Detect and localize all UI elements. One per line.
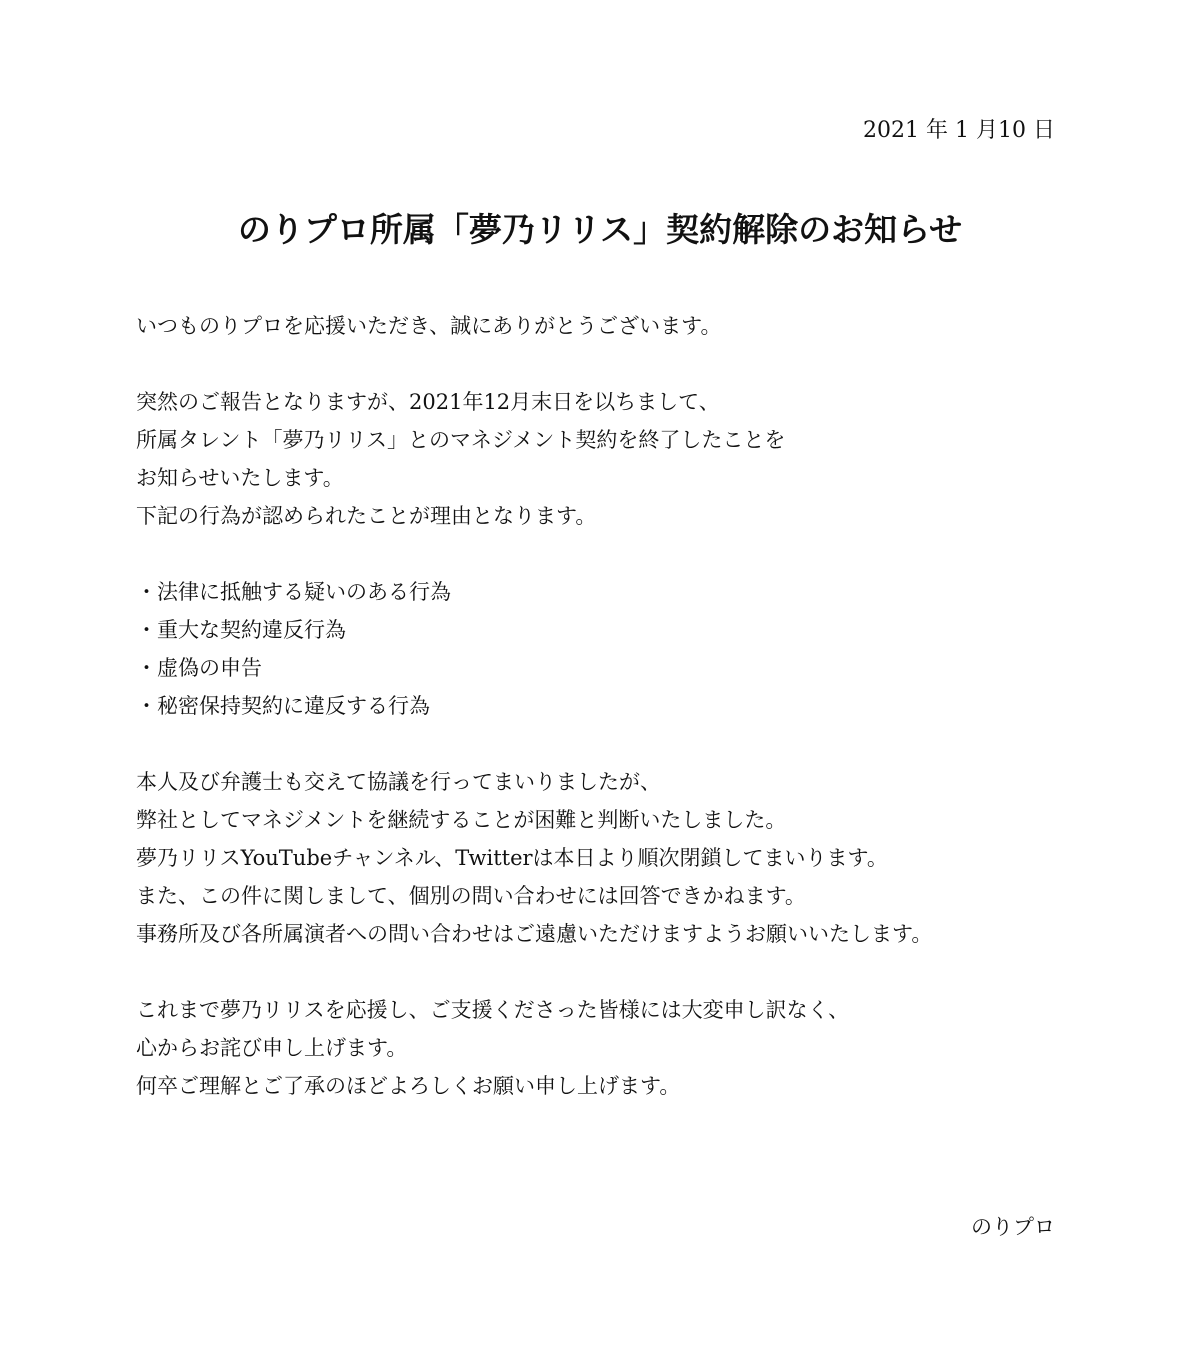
announcement-line: お知らせいたします。 <box>136 466 344 490</box>
details-paragraph <box>136 763 1076 953</box>
details-line: また、この件に関しまして、個別の問い合わせには回答できかねます。 <box>136 884 806 908</box>
details-line: 夢乃リリスYouTubeチャンネル、Twitterは本日より順次閉鎖してまいります。 <box>136 846 888 870</box>
details-line: 本人及び弁護士も交えて協議を行ってまいりましたが、 <box>136 770 661 794</box>
details-line: 事務所及び各所属演者への問い合わせはご遠慮いただけますようお願いいたします。 <box>136 922 933 946</box>
notice-date: 2021 年 1 月10 日 <box>863 118 1055 143</box>
reasons-list <box>136 573 1076 725</box>
closing-line: これまで夢乃リリスを応援し、ご支援くださった皆様には大変申し訳なく、 <box>136 998 850 1022</box>
announcement-line: 下記の行為が認められたことが理由となります。 <box>136 504 597 528</box>
announcement-line: 所属タレント「夢乃リリス」とのマネジメント契約を終了したことを <box>136 428 786 452</box>
closing-line: 何卒ご理解とご了承のほどよろしくお願い申し上げます。 <box>136 1074 681 1098</box>
closing-line: 心からお詫び申し上げます。 <box>136 1036 408 1060</box>
notice-body <box>136 307 1076 1143</box>
reason-item: ・ 虚偽の申告 <box>136 649 1076 687</box>
announcement-paragraph <box>136 383 1076 535</box>
announcement-line: 突然のご報告となりますが、2021年12月末日を以ちまして、 <box>136 390 720 414</box>
greeting-paragraph <box>136 307 1076 345</box>
reason-item: ・ 秘密保持契約に違反する行為 <box>136 687 1076 725</box>
signature: のりプロ <box>971 1215 1055 1239</box>
greeting-line: いつものりプロを応援いただき、誠にありがとうございます。 <box>136 314 722 338</box>
notice-title: のりプロ所属「夢乃リリス」契約解除のお知らせ <box>237 210 963 249</box>
details-line: 弊社としてマネジメントを継続することが困難と判断いたしました。 <box>136 808 787 832</box>
reason-item: ・ 重大な契約違反行為 <box>136 611 1076 649</box>
closing-paragraph <box>136 991 1076 1105</box>
reason-item: ・ 法律に抵触する疑いのある行為 <box>136 573 1076 611</box>
